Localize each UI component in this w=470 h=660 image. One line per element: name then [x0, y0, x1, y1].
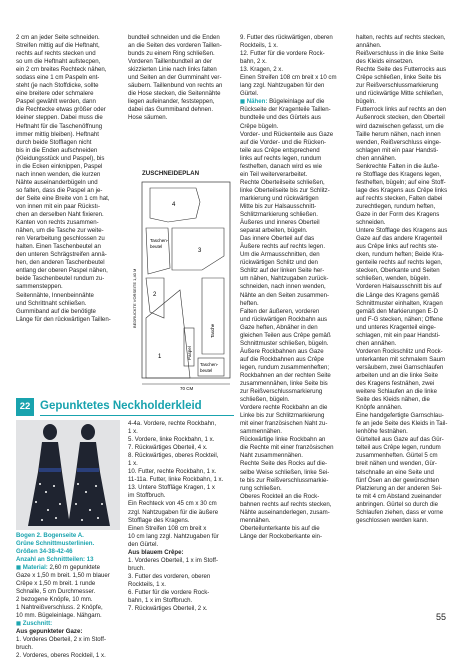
- text-line: Eine handgefertigte Garnschlau-: [356, 412, 444, 420]
- text-line: Reißverschluss in die linke Seite: [356, 50, 444, 58]
- text-line: bruch.: [128, 564, 145, 572]
- text-line: Vorderen Rockschlitz und Rock-: [356, 347, 443, 355]
- gaze-item: 2. Vorderes, oberes Rockteil, 1 x.: [16, 652, 106, 659]
- material-line: 2,60 m gepunktete: [47, 564, 100, 571]
- text-line: Heftnaht für die Taschenöffnung: [16, 122, 103, 130]
- text-line: auf die Rockbahnen aus Crêpe: [240, 355, 325, 363]
- text-line: Oberes Rockteil an die Rock-: [240, 492, 320, 500]
- text-line: fünf Ösen an der gewünschten: [356, 476, 439, 484]
- text-line: links auf rechts legen, rundum: [240, 154, 322, 162]
- text-line: genteile rechts auf rechts legen,: [356, 259, 443, 267]
- text-line: schließen, bügeln.: [240, 396, 290, 404]
- text-line: schneiden, nach innen wenden,: [240, 283, 326, 291]
- text-column-3: [240, 34, 348, 541]
- text-line: markierung und rückwärtigen: [240, 194, 319, 202]
- text-line: 1. Vorderes Oberteil, 1 x im Stoff-: [128, 556, 218, 564]
- text-line: von innen mit ein paar Rückstı-: [16, 202, 100, 210]
- text-column-2: [128, 34, 232, 123]
- section-heading: [16, 398, 234, 416]
- caption-heading-line: Grüne Schnittmusterlinien.: [16, 540, 95, 547]
- text-line: um nähen, Nahtzugaben zurück-: [240, 275, 329, 283]
- text-line: bis in die Enden aufschneiden: [16, 146, 98, 154]
- text-line: 13. Kragen, 2 x.: [240, 66, 284, 74]
- text-line: zusammenheften. Gürtel 5 cm: [356, 452, 438, 460]
- text-line: liegen aufeinander, feststeppen,: [128, 98, 215, 106]
- section-number: 22: [16, 398, 34, 416]
- text-line: sammensteppen.: [16, 283, 63, 291]
- text-line: festheften, danach wird es wie: [240, 162, 322, 170]
- text-line: Paspel gewählt werden, dann: [16, 98, 96, 106]
- gaze-item: 1. Vorderes Oberteil, 2 x im Stoff-: [16, 636, 106, 643]
- text-line: Platzierung an der anderen Sei-: [356, 484, 443, 492]
- text-line: stecken, Oberkante und Seiten: [356, 267, 440, 275]
- text-line: skizzierten Linie nach links falten: [128, 66, 217, 74]
- text-line: anbringen. Gürtel so durch die: [356, 500, 438, 508]
- text-line: aus Crêpe links auf rechts ste-: [356, 243, 439, 251]
- text-line: 8. Rückwärtiges, oberes Rockteil,: [128, 452, 219, 460]
- text-line: so um die Heftnaht aufstecpen,: [16, 58, 101, 66]
- text-line: steht (je nach Stoffdicke, sollte: [16, 82, 99, 90]
- text-line: 1 x.: [128, 460, 138, 468]
- text-line: zur Reißverschlussmarkierung: [356, 82, 439, 90]
- text-line: des Kleids einsetzen.: [356, 58, 414, 66]
- text-line: Aus blauem Crêpe:: [128, 548, 184, 556]
- text-line: cken, rundum heften; Beide Kra-: [356, 251, 444, 259]
- text-line: rung schließen.: [240, 484, 282, 492]
- text-line: Schnittmuster schließen, bügeln.: [240, 339, 329, 347]
- text-line: ein 2 cm breites Rechteck nähen,: [16, 66, 107, 74]
- text-line: an die Seiten des vorderen Taillen-: [128, 42, 222, 50]
- text-line: re Stofflage des Kragens legen,: [356, 170, 442, 178]
- text-line: telschnalle an eine Seite und: [356, 468, 434, 476]
- text-line: Vordere rechte Rockbahn an die: [240, 404, 328, 412]
- caption-heading-line: Anzahl an Schnittteilen: 13: [16, 556, 94, 563]
- text-line: linke Oberteilseite bis zur Schlitz-: [240, 186, 330, 194]
- text-line: Rockteils, 1 x.: [240, 42, 278, 50]
- text-line: mennähen.: [240, 516, 271, 524]
- text-line: Einen Streifen 108 cm breit x 10 cm: [240, 74, 337, 82]
- text-line: schließen, wenden, bügeln.: [356, 275, 431, 283]
- text-line: der Seite eine Breite von 1 cm hat,: [16, 194, 110, 202]
- text-line: gemäß den Markierungen E-D: [356, 307, 438, 315]
- material-label: ◼ Material:: [16, 564, 48, 571]
- text-line: ren Verarbeitung geschlossen zu: [16, 235, 105, 243]
- material-line: Crêpe x 1,50 m breit. 1 runde: [16, 580, 96, 587]
- text-line: breit nähen und wenden, Gür-: [356, 460, 437, 468]
- text-line: Gummiband auf die benötigte: [16, 307, 96, 315]
- text-line: auf die Vorder- und die Rücken-: [240, 138, 327, 146]
- text-line: (Kleidungsstück und Paspel), bis: [16, 154, 105, 162]
- piece-label-taschenbeutel-1: Taschen-: [150, 238, 169, 243]
- text-line: hen, den anderen Taschenbeutel: [16, 259, 105, 267]
- text-line: Gaze heften, Abnäher in den: [240, 323, 318, 331]
- text-line: te mit 4 cm Abstand zueinander: [356, 492, 442, 500]
- text-line: nach innen wenden, die kurzen: [16, 170, 101, 178]
- text-line: und Schrittnaht schließen.: [16, 299, 87, 307]
- text-line: Das innere Oberteil auf das: [240, 235, 315, 243]
- text-line: unterkanten mit schmalem Saum: [356, 355, 446, 363]
- text-line: im Stoffbruch.: [128, 492, 166, 500]
- text-line: schlagen, mit ein paar Handsti-: [356, 331, 441, 339]
- text-line: bahn, 2 x.: [240, 58, 267, 66]
- text-line: den Gürtel.: [128, 540, 159, 548]
- text-line: Crêpe schließen, linke Seite bis: [356, 74, 442, 82]
- text-column-4: [356, 34, 462, 525]
- text-column-1: [16, 34, 118, 324]
- text-line: mit einer französischen Naht zu-: [240, 420, 328, 428]
- text-line: selbe Weise schließen, linke Sei-: [240, 468, 330, 476]
- text-line: Außenrock stecken, den Oberteil: [356, 114, 445, 122]
- piece-label-2: 2: [153, 292, 157, 298]
- text-line: Gaze auf das andere Kragenteil: [356, 235, 443, 243]
- text-column-2-lower: [128, 420, 232, 613]
- text-line: 2 cm an jeder Seite schneiden.: [16, 34, 100, 41]
- text-line: 5. Vordere, linke Rockbahn, 1 x.: [128, 436, 215, 444]
- piece-label-4: 4: [172, 202, 176, 208]
- text-line: und F-G stecken, nähen; Offene: [356, 315, 443, 323]
- text-line: Seitennähte, Innenbeinnähte: [16, 291, 94, 299]
- text-line: rückwärtigen Schlitz und den: [240, 259, 318, 267]
- text-line: weitere Schlaufen an die linke: [356, 388, 437, 396]
- text-line: geschlossen werden kann.: [356, 516, 429, 524]
- text-line: Rockbahnen an der rechten Seite: [240, 371, 331, 379]
- page-number: 55: [436, 612, 447, 622]
- material-line: 2 bezogene Knöpfe, 10 mm.: [16, 596, 93, 603]
- text-line: entlang der oberen Paspel nähen,: [16, 267, 108, 275]
- text-line: durch beide Stofflagen nicht: [16, 138, 92, 146]
- text-line: Senkrechte Falten in die äuße-: [356, 162, 440, 170]
- piece-label-3: 3: [198, 248, 202, 254]
- text-line: gleichen Teilen aus Crêpe gemäß: [240, 331, 331, 339]
- text-line: lenhöhe festnähen.: [356, 428, 408, 436]
- text-line: lage des Kragens aus Crêpe links: [356, 186, 448, 194]
- text-line: Oberteilunterkante bis auf die: [240, 524, 320, 532]
- text-line: bunds zu einem Ring schließen.: [128, 50, 215, 58]
- text-line: in die Ecken einknippen, Paspel: [16, 162, 103, 170]
- text-line: 7. Rückwärtiges Oberteil, 2 x.: [128, 605, 208, 613]
- text-line: dabei das Gummiband dehnen.: [128, 106, 214, 114]
- text-line: Gürtelteil aus Gaze auf das Gür-: [356, 436, 444, 444]
- text-line: Schlitzmarkierung schließen.: [240, 211, 318, 219]
- text-line: Knöpfe annähen.: [356, 404, 403, 412]
- caption-heading-line: Größen 34-38-42-46: [16, 548, 73, 555]
- text-line: 7. Rückwärtiges Oberteil, 4 x.: [128, 444, 208, 452]
- text-line: Futterrock links auf rechts an den: [356, 106, 447, 114]
- text-line: immer mittig bleiben). Heftnaht: [16, 130, 99, 138]
- section-divider: [40, 415, 234, 416]
- material-line: Gaze x 1,50 m breit. 1,50 m blauer: [16, 572, 110, 579]
- text-line: Gaze in der Form des Kragens: [356, 211, 440, 219]
- text-line: Rechte Seite des Futterrocks aus: [356, 66, 447, 74]
- text-line: halten. Einen Taschenbeutel an: [16, 243, 101, 251]
- text-line: Hose säumen.: [128, 114, 168, 122]
- cutting-layout-diagram: [128, 170, 234, 390]
- text-line: Einen Streifen 108 cm breit x: [128, 524, 207, 532]
- text-line: bahnen rechts auf rechts stecken,: [240, 500, 332, 508]
- text-line: und unteres Kragenteil einge-: [356, 323, 436, 331]
- text-line: annähen.: [356, 42, 382, 50]
- text-line: Länge für den rückwärtigen Taillen-: [16, 315, 111, 323]
- text-line: heften.: [240, 299, 259, 307]
- text-line: wird dazwischen gefasst, um die: [356, 122, 444, 130]
- text-line: die Hose stecken, die Seitennähte: [128, 90, 221, 98]
- text-line: Rückwärtige linke Rockbahn an: [240, 436, 326, 444]
- text-line: säubern. Taillenbund von rechts an: [128, 82, 223, 90]
- text-line: wenden, Reißverschluss einge-: [356, 138, 442, 146]
- text-line: schneiden.: [356, 219, 386, 227]
- text-line: Äußeres und inneres Oberteil: [240, 219, 320, 227]
- text-line: bahn, 1 x im Stoffbruch.: [128, 597, 193, 605]
- text-line: Rückseite der Kragenteile Taillen-: [240, 106, 331, 114]
- piece-label-taschenbeutel-1b: beutel: [150, 244, 163, 249]
- text-line: Rechte Seite des Rocks auf die-: [240, 460, 328, 468]
- text-line: halten, rechts auf rechts stecken,: [356, 34, 446, 41]
- text-line: Äußere Rockbahnen aus Gaze: [240, 347, 324, 355]
- text-line: bundteil schneiden und die Enden: [128, 34, 220, 41]
- text-line: Ein Rechteck von 45 cm x 30 cm: [128, 500, 217, 508]
- text-line: 1 x.: [128, 428, 138, 436]
- text-line: arbeiten und an die linke Seite: [356, 371, 438, 379]
- text-line: sodass eine 1 cm Paspeln ent-: [16, 74, 100, 82]
- text-line: chen an derselben Naht fixieren.: [16, 211, 104, 219]
- text-line: und Seiten an der Gumminaht ver-: [128, 74, 222, 82]
- diagram-title: ZUSCHNEIDEPLAN: [142, 170, 200, 177]
- text-line: und rückwärtige Mitte schließen,: [356, 90, 444, 98]
- material-line: 10 mm. Bügeleinlage. Nähgarn.: [16, 612, 102, 619]
- text-line: nähen, um die Tasche zur weite-: [16, 227, 104, 235]
- pattern-caption: [16, 532, 120, 660]
- text-line: Um die Armausschnitten, den: [240, 251, 320, 259]
- material-line: Schnalle, 5 cm Durchmesser.: [16, 588, 96, 595]
- text-line: ◼ Nähen: Bügeleinlage auf die: [240, 98, 325, 106]
- text-line: den unteren Schrägstreifen annä-: [16, 251, 107, 259]
- text-line: chen annähen.: [356, 339, 397, 347]
- text-line: Naht zusammennähen.: [240, 452, 304, 460]
- aus-gaze-label: Aus gepunkteter Gaze:: [16, 628, 83, 635]
- text-line: Vorder- und Rückenteile aus Gaze: [240, 130, 334, 138]
- text-line: ein Teil weiterverarbeitet.: [240, 170, 308, 178]
- zuschnitt-label: ◼ Zuschnitt:: [16, 620, 53, 627]
- text-line: Gürtel.: [240, 90, 259, 98]
- piece-label-1: 1: [158, 354, 162, 360]
- section-title: Gepunktetes Neckholderkleid: [40, 400, 202, 412]
- piece-label-taschenbeutel-2: Taschen-: [200, 362, 219, 367]
- text-line: die Rechtecke etwas größer oder: [16, 106, 106, 114]
- text-line: des Kragens festnähen, zwei: [356, 380, 435, 388]
- text-line: bügeln.: [356, 98, 376, 106]
- text-line: Mitte bis zur Halsausschnitt-: [240, 202, 317, 210]
- dress-photo: [16, 420, 120, 530]
- text-line: Vorderen Halsausschnitt bis auf: [356, 283, 442, 291]
- text-line: 12. Futter für die vordere Rock-: [240, 50, 325, 58]
- text-line: Rockteils, 1 x.: [128, 580, 166, 588]
- text-line: zur Reißverschlussmarkierung: [240, 388, 323, 396]
- text-line: Nähte auseinanderbügeln und: [16, 178, 98, 186]
- text-line: legen, rundum zusammenheften;: [240, 363, 330, 371]
- piece-label-taschenbeutel-2b: beutel: [200, 368, 213, 373]
- text-line: Streifen mittig auf die Heftnaht,: [16, 42, 100, 50]
- text-line: so falten, dass die Paspel an je-: [16, 186, 103, 194]
- text-line: Nähte auseinanderlegen, zusam-: [240, 508, 330, 516]
- text-line: Äußere rechts auf rechts legen.: [240, 243, 326, 251]
- text-line: 6. Futter für die vordere Rock-: [128, 588, 210, 596]
- text-line: zusammennähen, linke Seite bis: [240, 380, 328, 388]
- text-line: bundteile und des Gürtels aus: [240, 114, 321, 122]
- text-line: beide Taschenbeutel rundum zu-: [16, 275, 105, 283]
- text-line: 11-11a. Futter, linke Rockbahn, 1 x.: [128, 476, 224, 484]
- text-line: Stofflage des Kragens.: [128, 516, 190, 524]
- material-block: [16, 564, 120, 620]
- text-line: Rechte Oberteilseite schließen,: [240, 178, 325, 186]
- text-line: Seite des Kleids nähen, die: [356, 396, 430, 404]
- text-line: 13. Untere Stoffläge Kragen, 1 x: [128, 484, 215, 492]
- text-line: chen annähen.: [356, 154, 397, 162]
- text-line: versäubern, zwei Garnschlaufen: [356, 363, 444, 371]
- text-line: separat arbeiten, bügeln.: [240, 227, 308, 235]
- text-line: Vorderen Taillenbundteil an der: [128, 58, 212, 66]
- text-line: die Länge des Kragens gemäß: [356, 291, 440, 299]
- material-line: 1 Nahtreißverschluss. 2 Knöpfe,: [16, 604, 103, 611]
- text-line: zurechtlegen, rundum heften,: [356, 202, 436, 210]
- text-line: Taille herum nähen, nach innen: [356, 130, 441, 138]
- text-line: rechts auf rechts stecken und: [16, 50, 96, 58]
- text-line: fe an jede Seite des Kleids in Tail-: [356, 420, 448, 428]
- text-line: 10 cm lang zzgl. Nahtzugaben für: [128, 532, 219, 540]
- text-line: Linke bis zur Schlitzmarkierung: [240, 412, 325, 420]
- diagram-width-label: 70 CM: [180, 386, 194, 391]
- text-line: zzgl. Nahtzugaben für die äußere: [128, 508, 219, 516]
- text-line: telteil aus Crêpe legen, rundum: [356, 444, 441, 452]
- text-line: Kanten von rechts zusammen-: [16, 219, 99, 227]
- text-line: te bis zur Reißverschlussmarkie-: [240, 476, 329, 484]
- gaze-item: bruch.: [16, 644, 33, 651]
- text-line: auf rechts stecken, Falten dabei: [356, 194, 443, 202]
- text-line: schlagen mit ein paar Handsti-: [356, 146, 439, 154]
- text-line: Untere Stofflage des Kragens aus: [356, 227, 448, 235]
- text-line: kleiner steppen. Dabei muss die: [16, 114, 103, 122]
- text-line: 10. Futter, rechte Rockbahn, 1 x.: [128, 468, 217, 476]
- text-line: festheften, bügeln; auf eine Stoff-: [356, 178, 446, 186]
- text-line: Schlaufen ziehen, dass er vorne: [356, 508, 444, 516]
- text-line: 9. Futter des rückwärtigen, oberen: [240, 34, 333, 41]
- text-line: eine breitere oder schmalere: [16, 90, 94, 98]
- piece-label-tasche: Tasche: [210, 323, 215, 338]
- text-line: Länge der Rockoberkante ein-: [240, 532, 322, 540]
- text-line: teile aus Crêpe entsprechend: [240, 146, 320, 154]
- text-line: Falten der äußeren, vorderen: [240, 307, 320, 315]
- text-line: Schnittmuster einhalten, Kragen: [356, 299, 443, 307]
- text-line: 4-4a. Vordere, rechte Rockbahn,: [128, 420, 217, 427]
- text-line: 3. Futter des vorderen, oberen: [128, 572, 211, 580]
- text-line: Crêpe bügeln.: [240, 122, 279, 130]
- text-line: lang zzgl. Nahtzugaben für den: [240, 82, 325, 90]
- text-line: Nähte an den Seiten zusammen-: [240, 291, 330, 299]
- caption-heading-line: Bogen 2. Bogenseite A.: [16, 532, 84, 539]
- text-line: Schlitz auf der linken Seite her-: [240, 267, 325, 275]
- text-line: und rückwärtigen Rockbahn aus: [240, 315, 328, 323]
- piece-label-paspel: Paspel: [187, 346, 192, 360]
- text-line: die Rechte mit einer französischen: [240, 444, 334, 452]
- text-line: sammennähen.: [240, 428, 283, 436]
- diagram-side-label: BEDRUCKTE VORSEITE 1,40 M: [132, 268, 137, 328]
